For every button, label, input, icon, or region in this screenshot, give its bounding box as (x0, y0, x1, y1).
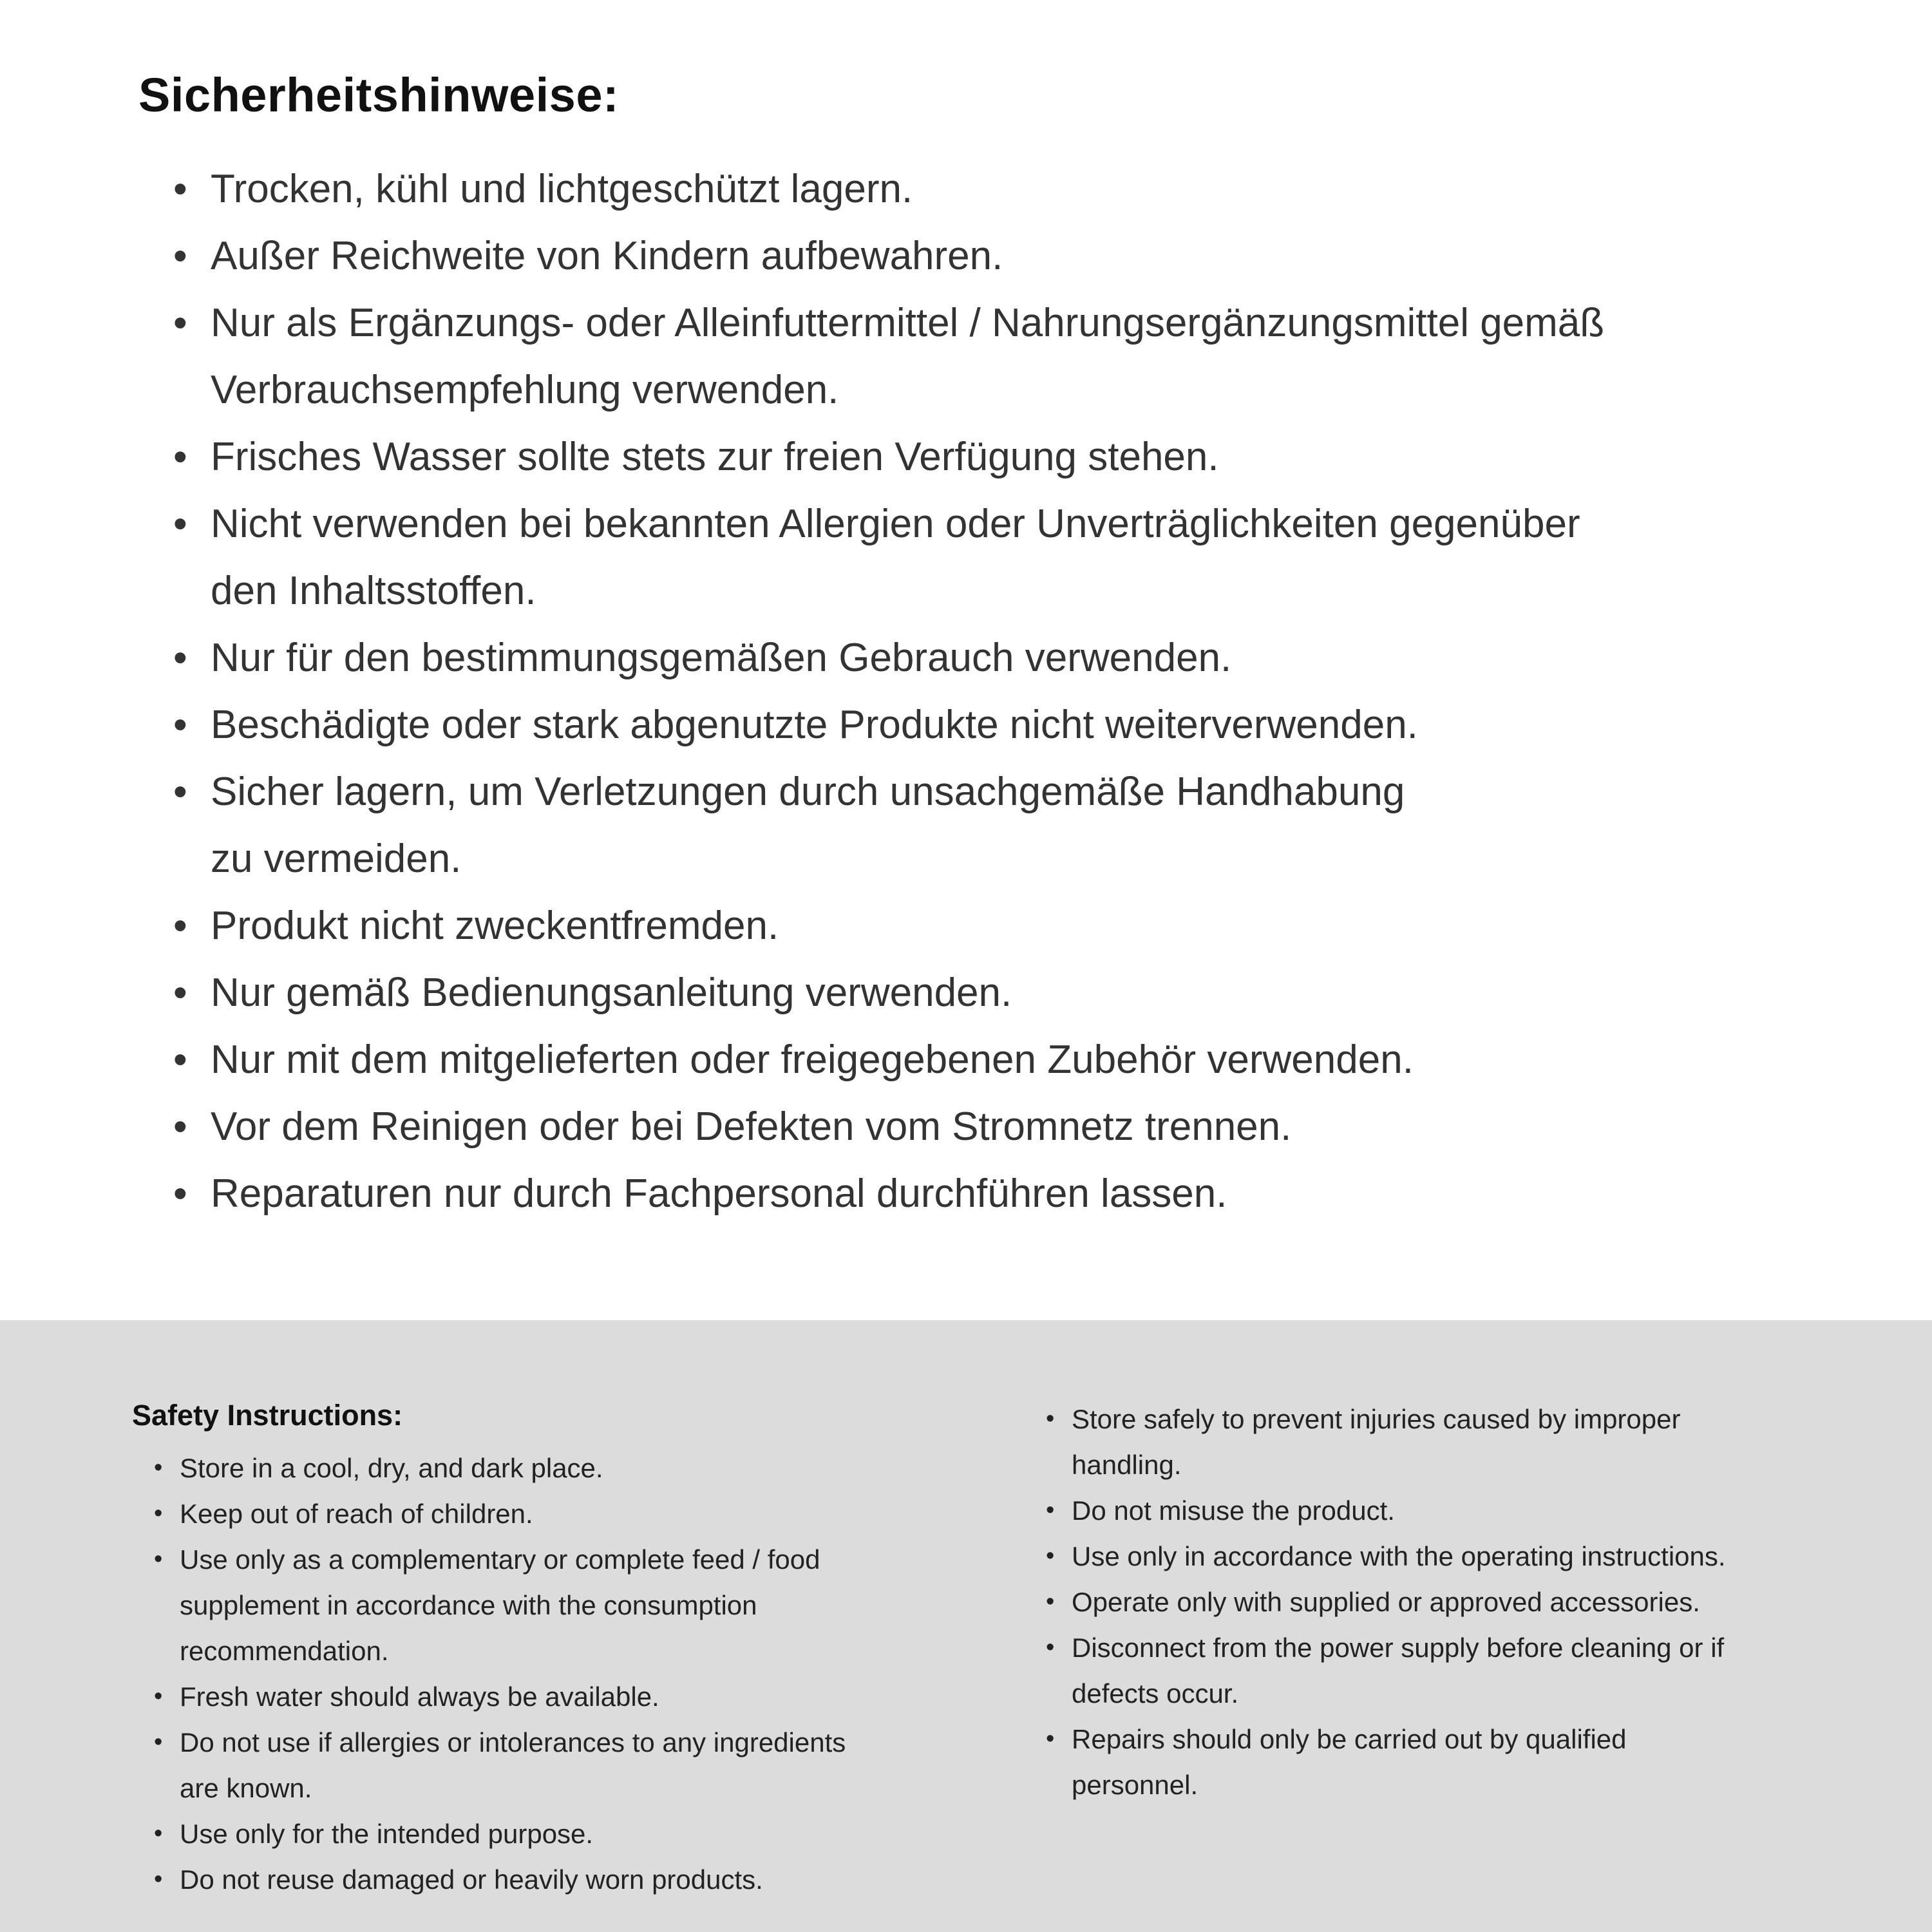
german-safety-item: • Frisches Wasser sollte stets zur freien Verfügung stehen. (169, 424, 1618, 491)
english-safety-list-left (151, 1445, 873, 1902)
english-safety-section (0, 1320, 1932, 1932)
english-safety-item: • Do not misuse the product. (1043, 1488, 1739, 1533)
english-safety-item: • Store in a cool, dry, and dark place. (151, 1445, 873, 1491)
german-safety-item: • Außer Reichweite von Kindern aufbewahren. (169, 223, 1618, 290)
english-safety-item: • Use only as a complementary or complete feed / food supplement in accordance with the consumption recommendation. (151, 1537, 873, 1674)
english-safety-item: • Use only for the intended purpose. (151, 1811, 873, 1857)
german-safety-item: • Trocken, kühl und lichtgeschützt lagern. (169, 156, 1618, 223)
german-safety-item: • Beschädigte oder stark abgenutzte Produkte nicht weiterverwenden. (169, 692, 1618, 759)
english-safety-list-right (1043, 1396, 1739, 1808)
german-safety-item: • Produkt nicht zweckentfremden. (169, 893, 1618, 960)
german-safety-item: • Vor dem Reinigen oder bei Defekten vom Stromnetz trennen. (169, 1094, 1618, 1160)
english-left-column (132, 1396, 1043, 1902)
german-section-title: Sicherheitshinweise: (138, 68, 620, 122)
german-safety-item: • Nur mit dem mitgelieferten oder freigegebenen Zubehör verwenden. (169, 1027, 1618, 1094)
german-safety-item: • Nur für den bestimmungsgemäßen Gebrauch verwenden. (169, 625, 1618, 692)
german-safety-item: • Reparaturen nur durch Fachpersonal durchführen lassen. (169, 1160, 1618, 1227)
german-safety-item: • Nur gemäß Bedienungsanleitung verwenden. (169, 960, 1618, 1027)
english-safety-item: • Use only in accordance with the operating instructions. (1043, 1533, 1739, 1579)
english-safety-item: • Keep out of reach of children. (151, 1491, 873, 1537)
english-section-title: Safety Instructions: (132, 1399, 403, 1432)
german-safety-item: • Nicht verwenden bei bekannten Allergien oder Unverträglichkeiten gegenüber den Inhaltsstoffen. (169, 491, 1618, 625)
english-safety-item: • Operate only with supplied or approved accessories. (1043, 1579, 1739, 1625)
english-safety-item: • Do not reuse damaged or heavily worn products. (151, 1857, 873, 1902)
english-safety-item: • Store safely to prevent injuries caused by improper handling. (1043, 1396, 1739, 1488)
english-safety-item: • Disconnect from the power supply before cleaning or if defects occur. (1043, 1625, 1739, 1716)
german-safety-item: • Sicher lagern, um Verletzungen durch unsachgemäße Handhabung zu vermeiden. (169, 759, 1618, 893)
english-safety-item: • Fresh water should always be available. (151, 1674, 873, 1719)
german-safety-item: • Nur als Ergänzungs- oder Alleinfuttermittel / Nahrungsergänzungsmittel gemäß Verbrauchsempfehlung verwenden. (169, 290, 1618, 424)
german-safety-list (169, 156, 1618, 1227)
english-safety-item: • Do not use if allergies or intolerances to any ingredients are known. (151, 1719, 873, 1811)
english-right-column (1043, 1396, 1835, 1808)
english-safety-item: • Repairs should only be carried out by qualified personnel. (1043, 1716, 1739, 1808)
